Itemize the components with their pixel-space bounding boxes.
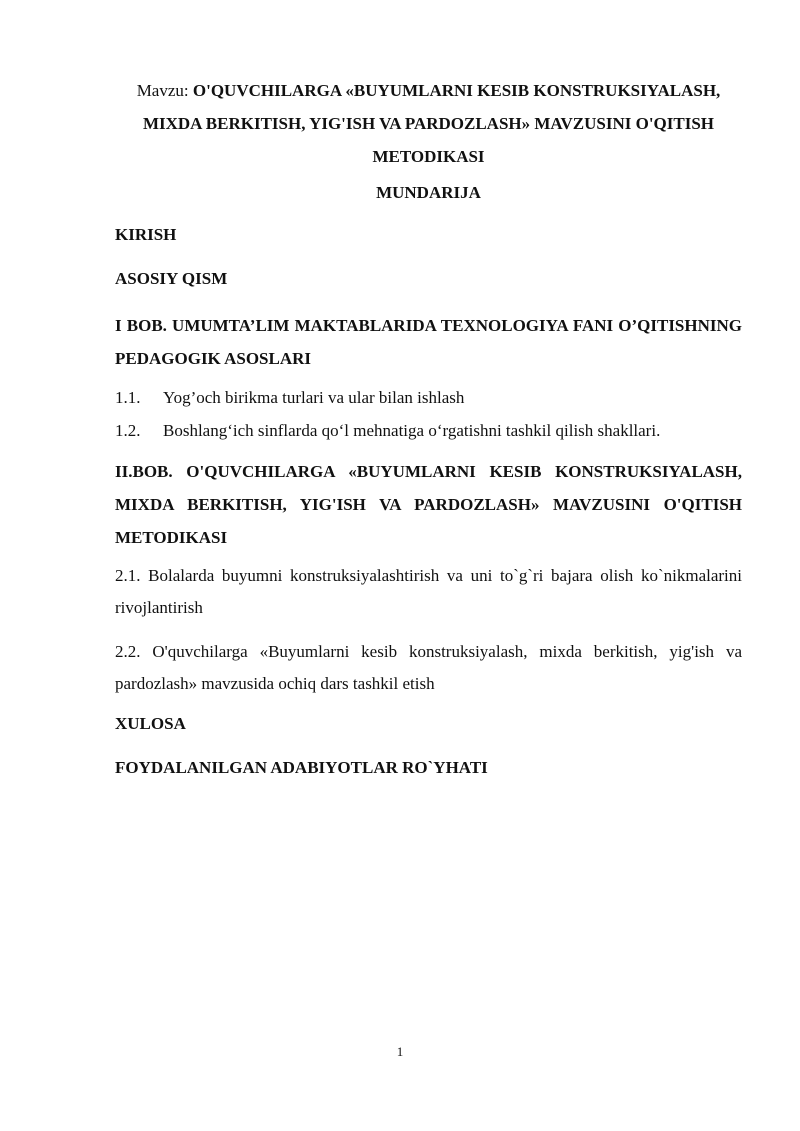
toc-item-2-1: 2.1. Bolalarda buyumni konstruksiyalashtirish va uni to`g`ri bajara olish ko`nikmalarini rivojlantirish bbox=[115, 566, 742, 617]
toc-references: FOYDALANILGAN ADABIYOTLAR RO`YHATI bbox=[115, 758, 488, 777]
title-prefix: Mavzu: bbox=[136, 81, 193, 100]
toc-main-part: ASOSIY QISM bbox=[115, 269, 228, 288]
toc-intro: KIRISH bbox=[115, 225, 177, 244]
page-number: 1 bbox=[396, 1044, 404, 1059]
toc-item-1-2 bbox=[115, 414, 742, 447]
page-content bbox=[115, 74, 742, 780]
toc-item-text: Boshlang‘ich sinflarda qo‘l mehnatiga o‘rgatishni tashkil qilish shakllari. bbox=[163, 421, 661, 440]
chapter-1-title: I BOB. UMUMTA’LIM MAKTABLARIDA TEXNOLOGIYA FANI O’QITISHNING PEDAGOGIK ASOSLARI bbox=[115, 316, 742, 368]
toc-item-2-2: 2.2. O'quvchilarga «Buyumlarni kesib konstruksiyalash, mixda berkitish, yig'ish va pardozlash» mavzusida ochiq dars tashkil etish bbox=[115, 642, 742, 693]
toc-conclusion: XULOSA bbox=[115, 714, 186, 733]
toc-heading: MUNDARIJA bbox=[376, 183, 481, 202]
toc-item-number: 1.1. bbox=[115, 388, 141, 407]
title-text: O'QUVCHILARGA «BUYUMLARNI KESIB KONSTRUKSIYALASH, MIXDA BERKITISH, YIG'ISH VA PARDOZLASH» MAVZUSINI O'QITISH METODIKASI bbox=[142, 81, 721, 166]
toc-item-number: 1.2. bbox=[115, 421, 141, 440]
document-title bbox=[115, 74, 742, 173]
toc-item-text: Yog’och birikma turlari va ular bilan ishlash bbox=[163, 388, 465, 407]
chapter-2-title: II.BOB. O'QUVCHILARGA «BUYUMLARNI KESIB KONSTRUKSIYALASH, MIXDA BERKITISH, YIG'ISH VA PARDOZLASH» MAVZUSINI O'QITISH METODIKASI bbox=[115, 462, 742, 547]
toc-item-1-1 bbox=[115, 381, 742, 414]
